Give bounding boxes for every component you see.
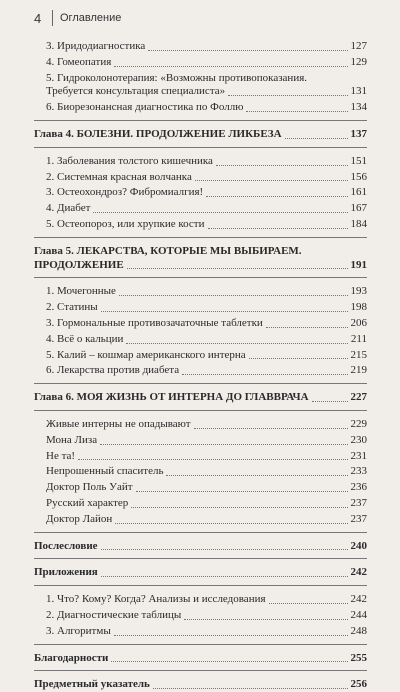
- dot-leader: [119, 295, 348, 296]
- toc-entry[interactable]: [34, 315, 367, 331]
- toc-entry[interactable]: [34, 362, 367, 378]
- dot-leader: [249, 358, 348, 359]
- entry-title: 5. Калий – кошмар американского интерна: [46, 348, 246, 361]
- page-number: 4: [34, 11, 42, 26]
- entry-title: 2. Статины: [46, 301, 98, 314]
- entry-page-number: 161: [350, 186, 367, 199]
- toc-chapter-entry[interactable]: [34, 564, 367, 580]
- section-divider: [34, 410, 367, 411]
- dot-leader: [127, 268, 348, 269]
- section-divider: [34, 644, 367, 645]
- entry-title: 1. Что? Кому? Когда? Анализы и исследования: [46, 593, 266, 606]
- entry-page-number: 206: [350, 316, 367, 329]
- entry-page-number: 255: [350, 651, 367, 664]
- toc-entry[interactable]: [34, 169, 367, 185]
- entry-page-number: 193: [350, 285, 367, 298]
- toc-entry[interactable]: [34, 495, 367, 511]
- entry-title: 4. Диабет: [46, 202, 91, 215]
- entry-page-number: 256: [350, 678, 367, 691]
- toc-entry[interactable]: [34, 216, 367, 232]
- dot-leader: [216, 165, 348, 166]
- toc-entry[interactable]: [34, 511, 367, 527]
- dot-leader: [100, 444, 347, 445]
- entry-page-number: 219: [350, 364, 367, 377]
- entry-title: 1. Заболевания толстого кишечника: [46, 154, 213, 167]
- section-divider: [34, 147, 367, 148]
- toc-chapter-entry[interactable]: [34, 389, 367, 405]
- entry-title: Глава 6. МОЯ ЖИЗНЬ ОТ ИНТЕРНА ДО ГЛАВВРАЧА: [34, 391, 309, 404]
- entry-page-number: 242: [350, 566, 367, 579]
- dot-leader: [166, 475, 347, 476]
- entry-title: Благодарности: [34, 651, 109, 664]
- section-divider: [34, 558, 367, 559]
- entry-title: Русский характер: [46, 496, 129, 509]
- dot-leader: [194, 428, 348, 429]
- toc-entry[interactable]: [34, 38, 367, 54]
- entry-title: 4. Всё о кальции: [46, 332, 124, 345]
- section-divider: [34, 277, 367, 278]
- section-divider: [34, 120, 367, 121]
- dot-leader: [206, 196, 347, 197]
- toc-chapter-entry[interactable]: [34, 243, 367, 273]
- entry-last-line: [34, 259, 367, 273]
- entry-page-number: 167: [350, 202, 367, 215]
- section-divider: [34, 383, 367, 384]
- entry-title: Живые интерны не опадывают: [46, 417, 191, 430]
- toc-entry[interactable]: [34, 448, 367, 464]
- entry-title: 5. Остеопороз, или хрупкие кости: [46, 217, 205, 230]
- dot-leader: [182, 374, 347, 375]
- entry-title-line-2: ПРОДОЛЖЕНИЕ: [34, 258, 124, 271]
- entry-title: Непрошенный спаситель: [46, 465, 164, 478]
- toc-entry[interactable]: [34, 153, 367, 169]
- entry-title: 3. Алгоритмы: [46, 624, 111, 637]
- dot-leader: [228, 95, 347, 96]
- entry-title: Доктор Поль Уайт: [46, 481, 133, 494]
- dot-leader: [115, 523, 347, 524]
- entry-title: 3. Остеохондроз? Фибромиалгия!: [46, 186, 204, 199]
- toc-entry[interactable]: [34, 416, 367, 432]
- toc-entry[interactable]: [34, 200, 367, 216]
- entry-page-number: 231: [350, 449, 367, 462]
- toc-entry[interactable]: [34, 99, 367, 115]
- dot-leader: [114, 66, 347, 67]
- dot-leader: [131, 507, 347, 508]
- entry-page-number: 236: [350, 481, 367, 494]
- toc-entry[interactable]: [34, 184, 367, 200]
- entry-title: 3. Иридодиагностика: [46, 40, 146, 52]
- entry-title: Не та!: [46, 449, 76, 462]
- entry-page-number: 229: [350, 417, 367, 430]
- entry-page-number: 191: [350, 258, 367, 271]
- entry-page-number: 129: [350, 55, 367, 68]
- dot-leader: [153, 688, 348, 689]
- entry-page-number: 227: [350, 391, 367, 404]
- toc-entry[interactable]: [34, 331, 367, 347]
- entry-page-number: 244: [350, 608, 367, 621]
- entry-title: Предметный указатель: [34, 678, 150, 691]
- toc-entry[interactable]: [34, 623, 367, 639]
- entry-page-number: 237: [350, 496, 367, 509]
- toc-chapter-entry[interactable]: [34, 676, 367, 692]
- dot-leader: [208, 228, 348, 229]
- table-of-contents: [34, 38, 367, 692]
- section-divider: [34, 532, 367, 533]
- dot-leader: [184, 619, 347, 620]
- dot-leader: [266, 327, 348, 328]
- entry-title: 6. Биорезонансная диагностика по Фоллю: [46, 101, 244, 114]
- entry-title: 2. Системная красная волчанка: [46, 170, 192, 183]
- toc-entry[interactable]: [34, 591, 367, 607]
- entry-page-number: 237: [350, 512, 367, 525]
- dot-leader: [101, 311, 348, 312]
- entry-title-line-2: Требуется консультация специалиста»: [46, 85, 226, 98]
- entry-title: 3. Гормональные противозачаточные таблетки: [46, 316, 263, 329]
- entry-page-number: 215: [350, 348, 367, 361]
- dot-leader: [114, 635, 348, 636]
- dot-leader: [285, 138, 348, 139]
- dot-leader: [136, 491, 348, 492]
- dot-leader: [312, 401, 348, 402]
- entry-page-number: 151: [350, 154, 367, 167]
- dot-leader: [269, 603, 348, 604]
- entry-page-number: 248: [350, 624, 367, 637]
- entry-title-line-1: 5. Гидроколонотерапия: «Возможны противопоказания.: [46, 71, 308, 84]
- toc-chapter-entry[interactable]: [34, 126, 367, 142]
- running-header: [0, 0, 400, 34]
- dot-leader: [195, 180, 348, 181]
- entry-title: 1. Мочегонные: [46, 285, 116, 298]
- header-divider: [52, 10, 53, 26]
- entry-title: Глава 4. БОЛЕЗНИ. ПРОДОЛЖЕНИЕ ЛИКБЕЗА: [34, 127, 282, 140]
- toc-chapter-entry[interactable]: [34, 650, 367, 666]
- toc-entry[interactable]: [34, 432, 367, 448]
- entry-page-number: 131: [350, 85, 367, 98]
- toc-entry[interactable]: [34, 607, 367, 623]
- toc-entry[interactable]: [34, 70, 367, 100]
- entry-page-number: 134: [350, 101, 367, 114]
- toc-entry[interactable]: [34, 299, 367, 315]
- entry-title: Послесловие: [34, 539, 98, 552]
- entry-page-number: 137: [350, 127, 367, 140]
- dot-leader: [101, 549, 348, 550]
- section-divider: [34, 670, 367, 671]
- entry-page-number: 240: [350, 539, 367, 552]
- toc-entry[interactable]: [34, 479, 367, 495]
- entry-title: 6. Лекарства против диабета: [46, 364, 180, 377]
- toc-entry[interactable]: [34, 463, 367, 479]
- entry-page-number: 127: [350, 40, 367, 52]
- entry-page-number: 156: [350, 170, 367, 183]
- entry-page-number: 230: [350, 433, 367, 446]
- entry-title: Доктор Лайон: [46, 512, 113, 525]
- entry-last-line: [46, 85, 367, 99]
- running-title: Оглавление: [60, 12, 122, 24]
- entry-page-number: 211: [350, 332, 367, 345]
- entry-page-number: 242: [350, 593, 367, 606]
- entry-title: 4. Гомеопатия: [46, 55, 112, 68]
- toc-chapter-entry[interactable]: [34, 538, 367, 554]
- dot-leader: [93, 212, 347, 213]
- dot-leader: [111, 661, 347, 662]
- section-divider: [34, 237, 367, 238]
- entry-title-line-1: Глава 5. ЛЕКАРСТВА, КОТОРЫЕ МЫ ВЫБИРАЕМ.: [34, 244, 302, 257]
- dot-leader: [101, 576, 348, 577]
- section-divider: [34, 585, 367, 586]
- entry-page-number: 198: [350, 301, 367, 314]
- dot-leader: [246, 111, 347, 112]
- toc-entry[interactable]: [34, 54, 367, 70]
- entry-title: Мона Лиза: [46, 433, 98, 446]
- entry-title: 2. Диагностические таблицы: [46, 608, 182, 621]
- dot-leader: [148, 50, 347, 51]
- dot-leader: [126, 343, 347, 344]
- toc-entry[interactable]: [34, 347, 367, 363]
- entry-page-number: 233: [350, 465, 367, 478]
- toc-entry[interactable]: [34, 283, 367, 299]
- entry-page-number: 184: [350, 217, 367, 230]
- dot-leader: [78, 459, 347, 460]
- entry-title: Приложения: [34, 566, 98, 579]
